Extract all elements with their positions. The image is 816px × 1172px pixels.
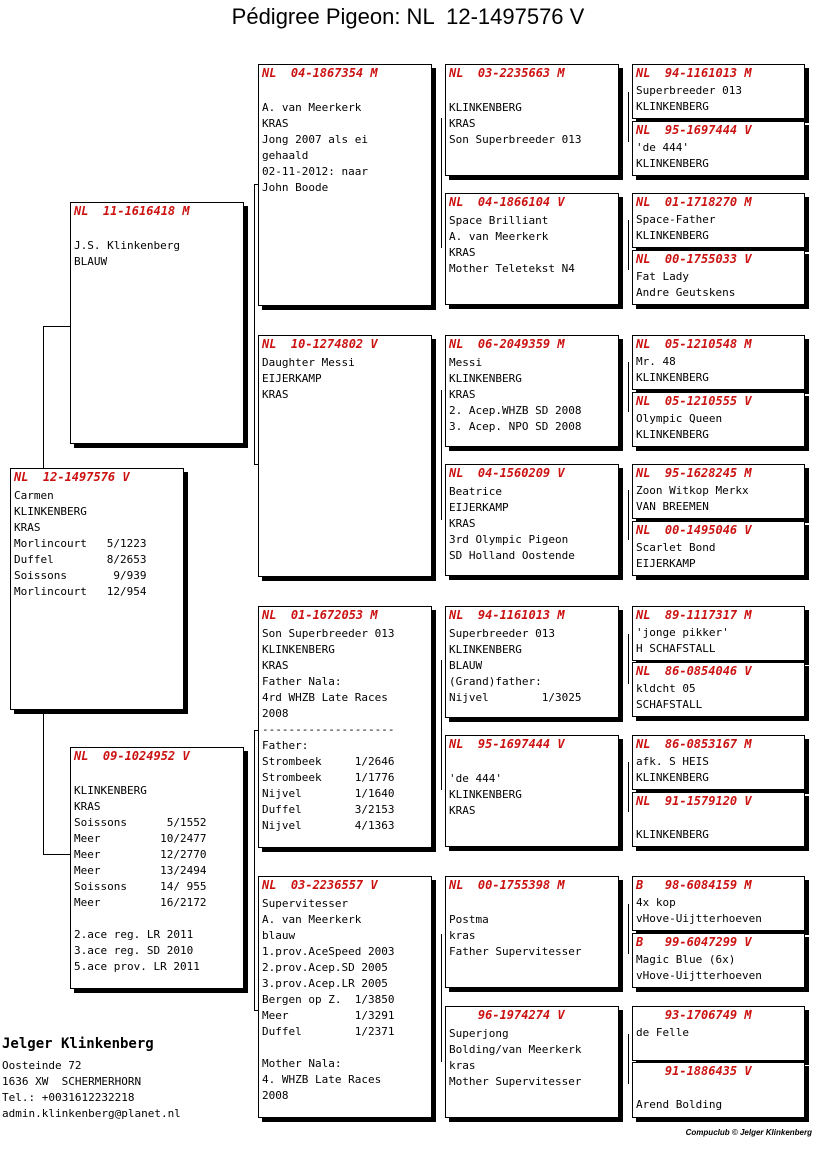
ring-number: NL 91-1579120 V	[636, 794, 752, 808]
ring-number: NL 05-1210555 V	[636, 394, 752, 408]
owner-phone: Tel.: +0031612232218	[2, 1091, 135, 1104]
pigeon-info: Son Superbreeder 013 KLINKENBERG KRAS Father Nala: 4rd WHZB Late Races 2008 -------------------- Father: Strombeek 1/2646 Strombeek 1/1776 Nijvel 1/1640 Duffel 3/2153 Nijvel 4/1363	[262, 627, 395, 832]
pigeon-info: 'de 444' KLINKENBERG KRAS	[449, 772, 522, 817]
ring-number: NL 89-1117317 M	[636, 608, 752, 622]
ring-number: NL 03-2235663 M	[449, 66, 565, 80]
ancestor-card[interactable]	[632, 735, 805, 790]
page-title: Pédigree Pigeon: NL 12-1497576 V	[231, 4, 585, 29]
pigeon-info: 'de 444' KLINKENBERG	[636, 141, 709, 170]
connector	[43, 326, 44, 469]
grandparent-card[interactable]	[258, 335, 432, 577]
ancestor-card[interactable]	[632, 876, 805, 931]
connector	[441, 934, 442, 1062]
ancestor-card[interactable]	[632, 1006, 805, 1061]
owner-city: 1636 XW SCHERMERHORN	[2, 1075, 142, 1088]
pigeon-info: Beatrice EIJERKAMP KRAS 3rd Olympic Pigeon SD Holland Oostende	[449, 485, 575, 562]
ring-number: NL 94-1161013 M	[636, 66, 752, 80]
ancestor-card[interactable]	[632, 521, 805, 576]
credit-text: Compuclub © Jelger Klinkenberg	[685, 1128, 812, 1137]
connector	[441, 390, 442, 520]
connector	[254, 730, 255, 1010]
great-grandparent-card[interactable]	[445, 64, 619, 176]
pigeon-info: Fat Lady Andre Geutskens	[636, 270, 736, 299]
owner-block	[2, 1036, 181, 1122]
connector	[628, 362, 629, 412]
pigeon-info: Carmen KLINKENBERG KRAS Morlincourt 5/1223 Duffel 8/2653 Soissons 9/939 Morlincourt 12/954	[14, 489, 147, 598]
great-grandparent-card[interactable]	[445, 735, 619, 847]
ring-number: NL 09-1024952 V	[74, 749, 190, 763]
pigeon-info: 4x kop vHove-Uijtterhoeven	[636, 896, 762, 925]
ring-number: NL 04-1867354 M	[262, 66, 378, 80]
connector	[43, 854, 70, 855]
pigeon-info: Messi KLINKENBERG KRAS 2. Acep.WHZB SD 2008 3. Acep. NPO SD 2008	[449, 356, 582, 433]
pigeon-info: afk. S HEIS KLINKENBERG	[636, 755, 709, 784]
pigeon-info: kldcht 05 SCHAFSTALL	[636, 682, 703, 711]
ring-number: NL 95-1697444 V	[449, 737, 565, 751]
connector	[628, 634, 629, 684]
owner-email[interactable]: admin.klinkenberg@planet.nl	[2, 1107, 181, 1120]
pigeon-info: J.S. Klinkenberg BLAUW	[74, 239, 180, 268]
ancestor-card[interactable]	[632, 250, 805, 305]
pigeon-info: Scarlet Bond EIJERKAMP	[636, 541, 716, 570]
pigeon-info: Space-Father KLINKENBERG	[636, 213, 716, 242]
connector	[628, 1034, 629, 1084]
connector	[43, 714, 44, 854]
pigeon-info: Olympic Queen KLINKENBERG	[636, 412, 723, 441]
ring-number: B 99-6047299 V	[636, 935, 752, 949]
ancestor-card[interactable]	[632, 464, 805, 519]
ring-number: NL 11-1616418 M	[74, 204, 190, 218]
ring-number: NL 10-1274802 V	[262, 337, 378, 351]
pigeon-info: Superbreeder 013 KLINKENBERG BLAUW (Grand)father: Nijvel 1/3025	[449, 627, 582, 704]
pigeon-info: Mr. 48 KLINKENBERG	[636, 355, 709, 384]
connector	[441, 118, 442, 248]
ring-number: NL 94-1161013 M	[449, 608, 565, 622]
ring-number: NL 00-1755033 V	[636, 252, 752, 266]
ancestor-card[interactable]	[632, 662, 805, 717]
pigeon-info: Superbreeder 013 KLINKENBERG	[636, 84, 742, 113]
pigeon-info: Superjong Bolding/van Meerkerk kras Mother Supervitesser	[449, 1027, 582, 1088]
pigeon-info: Postma kras Father Supervitesser	[449, 913, 582, 958]
sire-card[interactable]	[70, 202, 244, 444]
grandparent-card[interactable]	[258, 606, 432, 848]
pigeon-info: KLINKENBERG	[636, 828, 709, 841]
pigeon-info: Daughter Messi EIJERKAMP KRAS	[262, 356, 355, 401]
ancestor-card[interactable]	[632, 64, 805, 119]
great-grandparent-card[interactable]	[445, 193, 619, 305]
ring-number: NL 03-2236557 V	[262, 878, 378, 892]
great-grandparent-card[interactable]	[445, 335, 619, 447]
great-grandparent-card[interactable]	[445, 1006, 619, 1118]
ring-number: NL 04-1866104 V	[449, 195, 565, 209]
dam-card[interactable]	[70, 747, 244, 989]
connector	[441, 660, 442, 790]
great-grandparent-card[interactable]	[445, 464, 619, 576]
ring-number: NL 95-1628245 M	[636, 466, 752, 480]
ring-number: NL 00-1755398 M	[449, 878, 565, 892]
owner-name: Jelger Klinkenberg	[2, 1036, 154, 1052]
pigeon-info: KLINKENBERG KRAS Soissons 5/1552 Meer 10/2477 Meer 12/2770 Meer 13/2494 Soissons 14/ 955 Meer 16/2172 2.ace reg. LR 2011 3.ace reg. SD 2010 5.ace prov. LR 2011	[74, 784, 207, 973]
ancestor-card[interactable]	[632, 933, 805, 988]
ancestor-card[interactable]	[632, 121, 805, 176]
pigeon-info: 'jonge pikker' H SCHAFSTALL	[636, 626, 729, 655]
connector	[628, 904, 629, 954]
pigeon-info: A. van Meerkerk KRAS Jong 2007 als ei gehaald 02-11-2012: naar John Boode	[262, 101, 368, 194]
ring-number: NL 06-2049359 M	[449, 337, 565, 351]
ring-number: NL 00-1495046 V	[636, 523, 752, 537]
grandparent-card[interactable]	[258, 876, 432, 1118]
ring-number: NL 01-1672053 M	[262, 608, 378, 622]
grandparent-card[interactable]	[258, 64, 432, 306]
connector	[628, 92, 629, 142]
connector	[254, 184, 255, 464]
pigeon-info: Space Brilliant A. van Meerkerk KRAS Mother Teletekst N4	[449, 214, 575, 275]
subject-card[interactable]	[10, 468, 184, 710]
pigeon-info: Arend Bolding	[636, 1098, 723, 1111]
pigeon-info: Magic Blue (6x) vHove-Uijtterhoeven	[636, 953, 762, 982]
ring-number: 93-1706749 M	[636, 1008, 752, 1022]
ring-number: NL 12-1497576 V	[14, 470, 130, 484]
connector	[628, 220, 629, 270]
ancestor-card[interactable]	[632, 193, 805, 248]
pigeon-info: de Felle	[636, 1026, 689, 1039]
ancestor-card[interactable]	[632, 392, 805, 447]
ancestor-card[interactable]	[632, 1062, 805, 1118]
great-grandparent-card[interactable]	[445, 606, 619, 718]
ancestor-card[interactable]	[632, 792, 805, 847]
connector	[628, 762, 629, 812]
ring-number: NL 86-0854046 V	[636, 664, 752, 678]
owner-address: Oosteinde 72	[2, 1059, 82, 1072]
ancestor-card[interactable]	[632, 335, 805, 390]
connector	[628, 490, 629, 540]
great-grandparent-card[interactable]	[445, 876, 619, 988]
ring-number: NL 95-1697444 V	[636, 123, 752, 137]
ring-number: 91-1886435 V	[636, 1064, 752, 1078]
ring-number: NL 04-1560209 V	[449, 466, 565, 480]
ancestor-card[interactable]	[632, 606, 805, 661]
connector	[43, 326, 70, 327]
ring-number: NL 01-1718270 M	[636, 195, 752, 209]
pigeon-info: Supervitesser A. van Meerkerk blauw 1.prov.AceSpeed 2003 2.prov.Acep.SD 2005 3.prov.Acep.LR 2005 Bergen op Z. 1/3850 Meer 1/3291 Duffel 1/2371 Mother Nala: 4. WHZB Late Races 2008	[262, 897, 395, 1102]
ring-number: NL 05-1210548 M	[636, 337, 752, 351]
ring-number: NL 86-0853167 M	[636, 737, 752, 751]
ring-number: 96-1974274 V	[449, 1008, 565, 1022]
pigeon-info: Zoon Witkop Merkx VAN BREEMEN	[636, 484, 749, 513]
pigeon-info: KLINKENBERG KRAS Son Superbreeder 013	[449, 101, 582, 146]
ring-number: B 98-6084159 M	[636, 878, 752, 892]
